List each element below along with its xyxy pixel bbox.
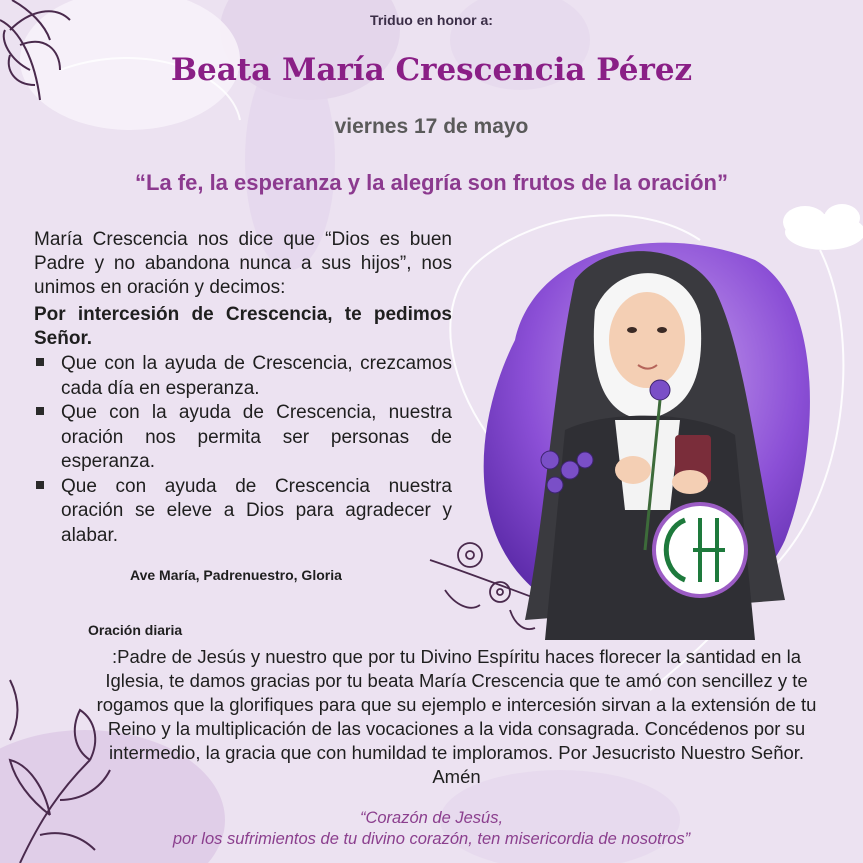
footer-line-1: “Corazón de Jesús, [359, 809, 504, 827]
intro-paragraph: María Crescencia nos dice que “Dios es buen Padre y no abandona nunca a sus hijos”, nos unimos en oración y decimos: [34, 229, 452, 298]
closing-prayers: Ave María, Padrenuestro, Gloria [130, 567, 342, 583]
bullet-icon [36, 407, 44, 415]
nun-portrait-illustration [455, 220, 825, 640]
bullet-icon [36, 358, 44, 366]
list-item [34, 352, 452, 401]
bullet-icon [36, 481, 44, 489]
congregation-monogram-logo [654, 504, 746, 596]
event-date: viernes 17 de mayo [334, 115, 529, 138]
page-title: Beata María Crescencia Pérez [170, 52, 693, 88]
petition-list [34, 352, 452, 548]
footer-invocation [0, 808, 863, 850]
list-item [34, 401, 452, 475]
petition-text: Que con ayuda de Crescencia nuestra oración se eleve a Dios para agradecer y alabar. [61, 475, 452, 546]
tagline: Triduo en honor a: [370, 12, 493, 28]
footer-line-2: por los sufrimientos de tu divino corazón, ten misericordia de nosotros” [172, 830, 691, 848]
daily-prayer-text: :Padre de Jesús y nuestro que por tu Divino Espíritu haces florecer la santidad en la Iglesia, te damos gracias por tu beata María Crescencia que te amó con sencillez y te rogamos que la glorifiques para que su ejemplo e intercesión sirvan a la extensión de tu Reino y la multiplicación de las vocaciones a la vida consagrada. Concédenos por su intermedio, la gracia que con humildad te imploramos. Por Jesucristo Nuestro Señor. Amén [96, 646, 817, 787]
theme-quote: “La fe, la esperanza y la alegría son frutos de la oración” [135, 170, 728, 195]
prayer-response: Por intercesión de Crescencia, te pedimos Señor. [34, 304, 452, 349]
petition-text: Que con la ayuda de Crescencia, nuestra oración nos permita ser personas de esperanza. [61, 402, 452, 472]
petition-text: Que con la ayuda de Crescencia, crezcamos cada día en esperanza. [61, 353, 452, 399]
list-item [34, 475, 452, 549]
daily-prayer-heading: Oración diaria [88, 622, 183, 638]
